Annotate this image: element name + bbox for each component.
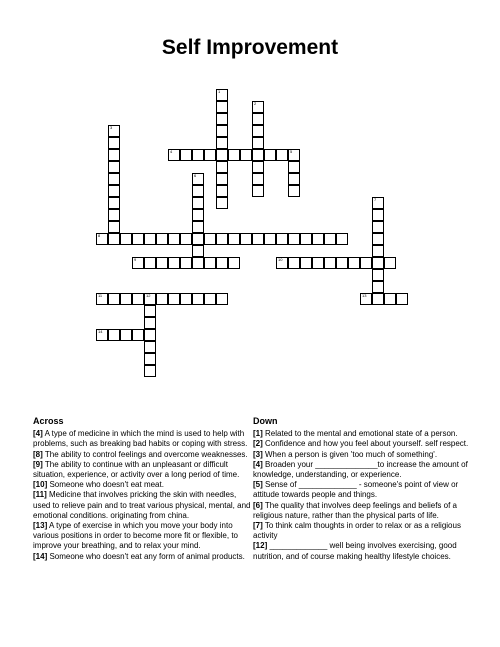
grid-cell[interactable] xyxy=(132,257,144,269)
grid-cell[interactable] xyxy=(120,293,132,305)
grid-cell[interactable] xyxy=(108,329,120,341)
grid-cell[interactable] xyxy=(180,293,192,305)
grid-cell[interactable] xyxy=(108,137,120,149)
clue-text: Medicine that involves pricking the skin with needles, used to relieve pain and to treat various physical, mental, and emotional conditions. originating from china. xyxy=(33,490,251,520)
grid-cell[interactable] xyxy=(312,257,324,269)
grid-cell[interactable] xyxy=(300,257,312,269)
clue-number: [10] xyxy=(33,480,48,490)
grid-cell[interactable] xyxy=(144,329,156,341)
grid-cell[interactable] xyxy=(132,293,144,305)
clue-number: [6] xyxy=(253,500,263,510)
cell-number: 8 xyxy=(98,233,101,238)
grid-cell[interactable] xyxy=(288,257,300,269)
grid-cell[interactable] xyxy=(96,329,108,341)
grid-cell[interactable] xyxy=(204,293,216,305)
clue-number: [11] xyxy=(33,490,47,500)
grid-cell[interactable] xyxy=(288,161,300,173)
grid-cell[interactable] xyxy=(216,185,228,197)
clue-text: Broaden your ______________to increase the amount of knowledge, understanding, or experience. xyxy=(253,459,468,480)
grid-cell[interactable] xyxy=(372,209,384,221)
grid-cell[interactable] xyxy=(288,233,300,245)
grid-cell[interactable] xyxy=(156,293,168,305)
clue-text: The ability to control feelings and overcome weaknesses. xyxy=(42,449,248,459)
grid-cell[interactable] xyxy=(108,221,120,233)
grid-cell[interactable] xyxy=(216,149,228,161)
grid-cell[interactable] xyxy=(360,257,372,269)
grid-cell[interactable] xyxy=(216,125,228,137)
grid-cell[interactable] xyxy=(192,149,204,161)
clue-number: [4] xyxy=(33,429,43,439)
across-clue xyxy=(33,429,253,449)
cell-number: 10 xyxy=(278,257,283,262)
grid-cell[interactable] xyxy=(252,125,264,137)
across-clue xyxy=(33,460,253,480)
grid-cell[interactable] xyxy=(312,233,324,245)
clue-text: The ability to continue with an unpleasant or difficult situation, experience, or activity over a long period of time. xyxy=(33,459,240,480)
clue-text: To think calm thoughts in order to relax or as a religious activity xyxy=(253,521,461,541)
grid-cell[interactable] xyxy=(300,233,312,245)
clue-text: When a person is given 'too much of something'. xyxy=(262,449,438,459)
grid-cell[interactable] xyxy=(348,257,360,269)
grid-cell[interactable] xyxy=(276,149,288,161)
cell-number: 1 xyxy=(218,89,221,94)
clue-text: Sense of _____________ - someone's point of view or attitude towards people and things. xyxy=(253,480,459,500)
across-clue xyxy=(33,490,253,521)
cell-number: 13 xyxy=(362,293,367,298)
grid-cell[interactable] xyxy=(372,269,384,281)
across-clues xyxy=(33,416,253,562)
grid-cell[interactable] xyxy=(216,89,228,101)
cell-number: 9 xyxy=(134,257,137,262)
grid-cell[interactable] xyxy=(372,221,384,233)
clue-text: _____________ well being involves exercising, good nutrition, and of course making healthy lifestyle choices. xyxy=(253,541,457,561)
clue-text: The quality that involves deep feelings and beliefs of a religious nature, rather than the physical parts of life. xyxy=(253,500,457,520)
grid-cell[interactable] xyxy=(108,233,120,245)
grid-cell[interactable] xyxy=(252,101,264,113)
grid-cell[interactable] xyxy=(252,149,264,161)
clue-text: Someone who doesn't eat any form of animal products. xyxy=(47,551,245,561)
grid-cell[interactable] xyxy=(96,233,108,245)
clue-number: [14] xyxy=(33,551,48,561)
grid-cell[interactable] xyxy=(156,233,168,245)
grid-cell[interactable] xyxy=(324,257,336,269)
down-clue xyxy=(253,541,473,561)
puzzle-title: Self Improvement xyxy=(161,36,339,59)
grid-cell[interactable] xyxy=(192,245,204,257)
across-clue xyxy=(33,450,253,460)
grid-cell[interactable] xyxy=(192,185,204,197)
grid-cell[interactable] xyxy=(276,233,288,245)
cell-number: 12 xyxy=(146,293,151,298)
clue-number: [1] xyxy=(253,429,263,439)
grid-cell[interactable] xyxy=(204,233,216,245)
grid-cell[interactable] xyxy=(336,233,348,245)
clue-text: Confidence and how you feel about yourself. self respect. xyxy=(262,439,469,449)
grid-cell[interactable] xyxy=(192,257,204,269)
grid-cell[interactable] xyxy=(192,197,204,209)
grid-cell[interactable] xyxy=(108,125,120,137)
across-heading: Across xyxy=(33,416,64,426)
clue-text: Related to the mental and emotional state of a person. xyxy=(262,429,458,439)
grid-cell[interactable] xyxy=(216,113,228,125)
grid-cell[interactable] xyxy=(144,233,156,245)
grid-cell[interactable] xyxy=(144,317,156,329)
grid-cell[interactable] xyxy=(120,329,132,341)
down-clue xyxy=(253,480,473,500)
clue-number: [8] xyxy=(33,449,43,459)
grid-cell[interactable] xyxy=(252,161,264,173)
grid-cell[interactable] xyxy=(192,293,204,305)
grid-cell[interactable] xyxy=(216,257,228,269)
grid-cell[interactable] xyxy=(384,257,396,269)
grid-cell[interactable] xyxy=(216,233,228,245)
grid-cell[interactable] xyxy=(132,329,144,341)
cell-number: 3 xyxy=(110,125,113,130)
grid-cell[interactable] xyxy=(192,233,204,245)
clue-text: A type of exercise in which you move your body into various positions in order to become more fit or flexible, to improve your breathing, and to relax your mind. xyxy=(33,521,238,551)
down-clue xyxy=(253,521,473,541)
across-clue xyxy=(33,521,253,552)
cell-number: 11 xyxy=(98,293,103,298)
clue-number: [9] xyxy=(33,459,43,469)
cell-number: 2 xyxy=(254,101,257,106)
grid-cell[interactable] xyxy=(384,293,396,305)
grid-cell[interactable] xyxy=(204,149,216,161)
down-clue xyxy=(253,439,473,449)
grid-cell[interactable] xyxy=(276,257,288,269)
clue-number: [3] xyxy=(253,449,263,459)
grid-cell[interactable] xyxy=(96,293,108,305)
grid-cell[interactable] xyxy=(108,149,120,161)
grid-cell[interactable] xyxy=(108,173,120,185)
grid-cell[interactable] xyxy=(240,149,252,161)
grid-cell[interactable] xyxy=(144,293,156,305)
grid-cell[interactable] xyxy=(108,293,120,305)
grid-cell[interactable] xyxy=(252,233,264,245)
grid-cell[interactable] xyxy=(216,137,228,149)
across-clue xyxy=(33,480,253,490)
clue-number: [13] xyxy=(33,521,48,531)
grid-cell[interactable] xyxy=(168,149,180,161)
grid-cell[interactable] xyxy=(144,305,156,317)
clue-number: [2] xyxy=(253,439,263,449)
down-clue xyxy=(253,460,473,480)
grid-cell[interactable] xyxy=(216,161,228,173)
down-clue xyxy=(253,450,473,460)
cell-number: 5 xyxy=(290,149,293,154)
grid-cell[interactable] xyxy=(264,233,276,245)
across-clue xyxy=(33,552,253,562)
grid-cell[interactable] xyxy=(252,113,264,125)
grid-cell[interactable] xyxy=(216,197,228,209)
grid-cell[interactable] xyxy=(396,293,408,305)
grid-cell[interactable] xyxy=(180,257,192,269)
grid-cell[interactable] xyxy=(228,257,240,269)
grid-cell[interactable] xyxy=(192,173,204,185)
grid-cell[interactable] xyxy=(252,185,264,197)
down-clue xyxy=(253,501,473,521)
grid-cell[interactable] xyxy=(180,233,192,245)
clue-number: [12] xyxy=(253,541,268,551)
clue-number: [4] xyxy=(253,459,263,469)
grid-cell[interactable] xyxy=(288,149,300,161)
grid-cell[interactable] xyxy=(168,233,180,245)
grid-cell[interactable] xyxy=(372,257,384,269)
grid-cell[interactable] xyxy=(336,257,348,269)
grid-cell[interactable] xyxy=(252,137,264,149)
grid-cell[interactable] xyxy=(108,185,120,197)
grid-cell[interactable] xyxy=(108,197,120,209)
grid-cell[interactable] xyxy=(168,293,180,305)
down-heading: Down xyxy=(253,416,278,426)
grid-cell[interactable] xyxy=(228,149,240,161)
clue-number: [5] xyxy=(253,480,263,490)
clue-text: A type of medicine in which the mind is used to help with problems, such as breaking bad habits or coping with stress. xyxy=(33,429,248,449)
down-clue xyxy=(253,429,473,439)
grid-cell[interactable] xyxy=(264,149,276,161)
grid-cell[interactable] xyxy=(372,197,384,209)
grid-cell[interactable] xyxy=(192,221,204,233)
grid-cell[interactable] xyxy=(372,233,384,245)
grid-cell[interactable] xyxy=(216,293,228,305)
grid-cell[interactable] xyxy=(372,281,384,293)
grid-cell[interactable] xyxy=(252,173,264,185)
grid-cell[interactable] xyxy=(288,185,300,197)
grid-cell[interactable] xyxy=(144,257,156,269)
cell-number: 6 xyxy=(194,173,197,178)
grid-cell[interactable] xyxy=(108,209,120,221)
grid-cell[interactable] xyxy=(360,293,372,305)
clue-text: Someone who doesn't eat meat. xyxy=(47,480,164,490)
grid-cell[interactable] xyxy=(216,173,228,185)
grid-cell[interactable] xyxy=(204,257,216,269)
grid-cell[interactable] xyxy=(156,257,168,269)
clue-number: [7] xyxy=(253,521,263,531)
grid-cell[interactable] xyxy=(372,245,384,257)
down-clues xyxy=(253,416,473,562)
grid-cell[interactable] xyxy=(120,233,132,245)
cell-number: 4 xyxy=(170,149,173,154)
grid-cell[interactable] xyxy=(288,173,300,185)
grid-cell[interactable] xyxy=(192,209,204,221)
grid-cell[interactable] xyxy=(216,101,228,113)
grid-cell[interactable] xyxy=(108,161,120,173)
grid-cell[interactable] xyxy=(144,365,156,377)
grid-cell[interactable] xyxy=(240,233,252,245)
cell-number: 7 xyxy=(374,197,377,202)
grid-cell[interactable] xyxy=(228,233,240,245)
grid-cell[interactable] xyxy=(132,233,144,245)
grid-cell[interactable] xyxy=(372,293,384,305)
grid-cell[interactable] xyxy=(324,233,336,245)
grid-cell[interactable] xyxy=(144,353,156,365)
cell-number: 14 xyxy=(98,329,103,334)
grid-cell[interactable] xyxy=(180,149,192,161)
grid-cell[interactable] xyxy=(144,341,156,353)
grid-cell[interactable] xyxy=(168,257,180,269)
